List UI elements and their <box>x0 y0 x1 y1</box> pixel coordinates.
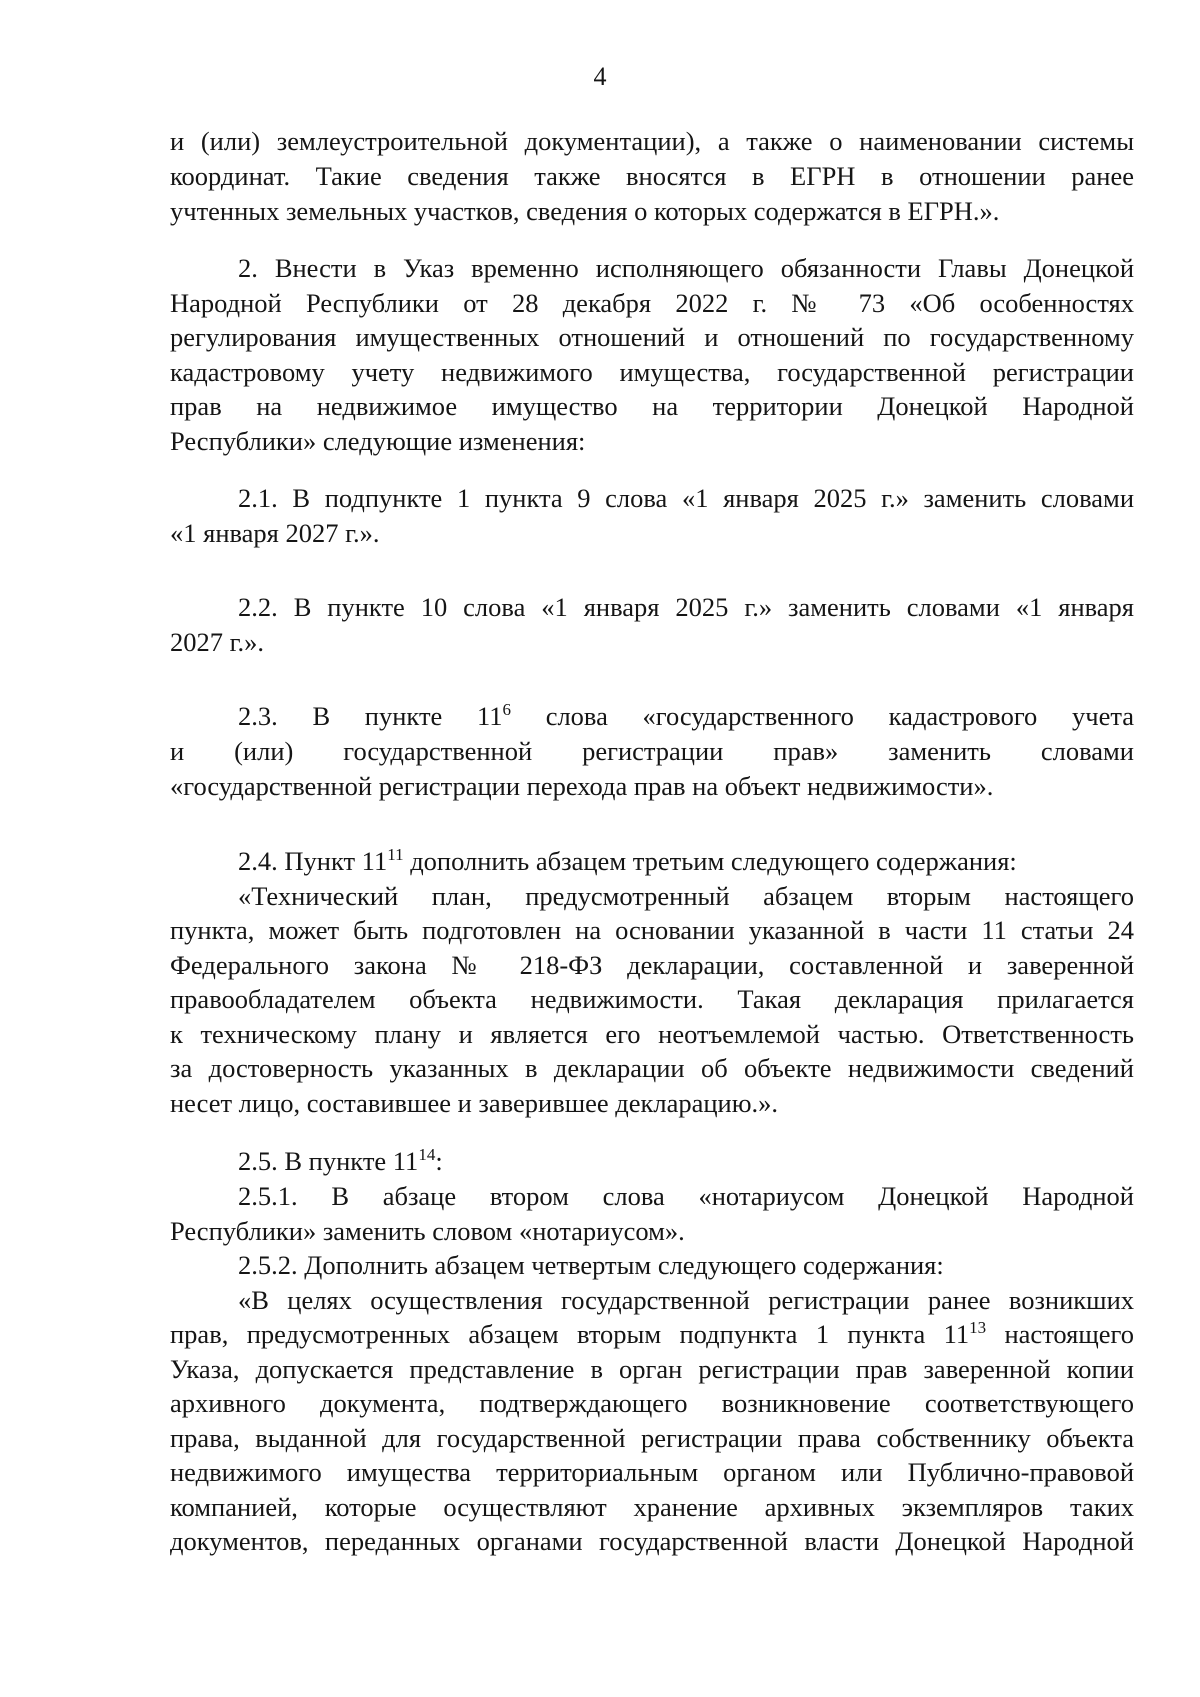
text-line: архивного документа, подтверждающего возникновение соответствующего <box>170 1388 1134 1418</box>
text-line: 2.5.2. Дополнить абзацем четвертым следующего содержания: <box>238 1250 944 1280</box>
text-line: 2.5.1. В абзаце втором слова «нотариусом Донецкой Народной <box>238 1181 1134 1211</box>
page-number: 4 <box>593 62 607 91</box>
text-line: документов, переданных органами государственной власти Донецкой Народной <box>170 1526 1134 1556</box>
text-line: и (или) государственной регистрации прав» заменить словами <box>170 736 1134 766</box>
text-line: компанией, которые осуществляют хранение архивных экземпляров таких <box>170 1492 1134 1522</box>
text-line: 2.1. В подпункте 1 пункта 9 слова «1 января 2025 г.» заменить словами <box>238 483 1134 513</box>
text-line: к техническому плану и является его неотъемлемой частью. Ответственность <box>170 1019 1134 1049</box>
text-line: пункта, может быть подготовлен на основании указанной в части 11 статьи 24 <box>170 915 1134 945</box>
text-line: «В целях осуществления государственной регистрации ранее возникших <box>238 1285 1134 1315</box>
text-line: 2.5. В пункте $11^{14}$: <box>238 1145 443 1176</box>
text-line: 2.4. Пункт $11^{11}$ дополнить абзацем третьим следующего содержания: <box>238 845 1017 876</box>
text-line: учтенных земельных участков, сведения о которых содержатся в ЕГРН.». <box>170 196 1000 226</box>
text-line: прав на недвижимое имущество на территории Донецкой Народной <box>170 391 1134 421</box>
text-line: 2.2. В пункте 10 слова «1 января 2025 г.» заменить словами «1 января <box>238 592 1134 622</box>
text-line: правообладателем объекта недвижимости. Такая декларация прилагается <box>170 984 1134 1014</box>
text-line: Республики» следующие изменения: <box>170 426 586 456</box>
text-line: «Технический план, предусмотренный абзацем вторым настоящего <box>238 881 1134 911</box>
text-line: Федерального закона № 218-ФЗ декларации, составленной и заверенной <box>170 950 1134 980</box>
text-line: 2027 г.». <box>170 627 265 657</box>
text-line: права, выданной для государственной регистрации права собственнику объекта <box>170 1423 1134 1453</box>
text-line: за достоверность указанных в декларации об объекте недвижимости сведений <box>170 1053 1134 1083</box>
text-line: координат. Такие сведения также вносятся в ЕГРН в отношении ранее <box>170 161 1134 191</box>
text-line: Указа, допускается представление в орган регистрации прав заверенной копии <box>170 1354 1134 1384</box>
text-line: прав, предусмотренных абзацем вторым подпункта 1 пункта $11^{13}$ настоящего <box>170 1318 1134 1349</box>
text-line: «государственной регистрации перехода прав на объект недвижимости». <box>170 771 994 801</box>
text-line: Народной Республики от 28 декабря 2022 г. № 73 «Об особенностях <box>170 288 1134 318</box>
text-line: регулирования имущественных отношений и отношений по государственному <box>170 322 1134 352</box>
text-line: и (или) землеустроительной документации), а также о наименовании системы <box>170 126 1134 156</box>
text-line: Республики» заменить словом «нотариусом». <box>170 1216 685 1246</box>
text-line: недвижимого имущества территориальным органом или Публично-правовой <box>170 1457 1134 1487</box>
text-line: 2. Внести в Указ временно исполняющего обязанности Главы Донецкой <box>238 253 1134 283</box>
text-line: несет лицо, составившее и заверившее декларацию.». <box>170 1088 779 1118</box>
text-line: «1 января 2027 г.». <box>170 518 380 548</box>
text-line: 2.3. В пункте $11^6$ слова «государственного кадастрового учета <box>238 700 1134 731</box>
text-line: кадастровому учету недвижимого имущества, государственной регистрации <box>170 357 1134 387</box>
